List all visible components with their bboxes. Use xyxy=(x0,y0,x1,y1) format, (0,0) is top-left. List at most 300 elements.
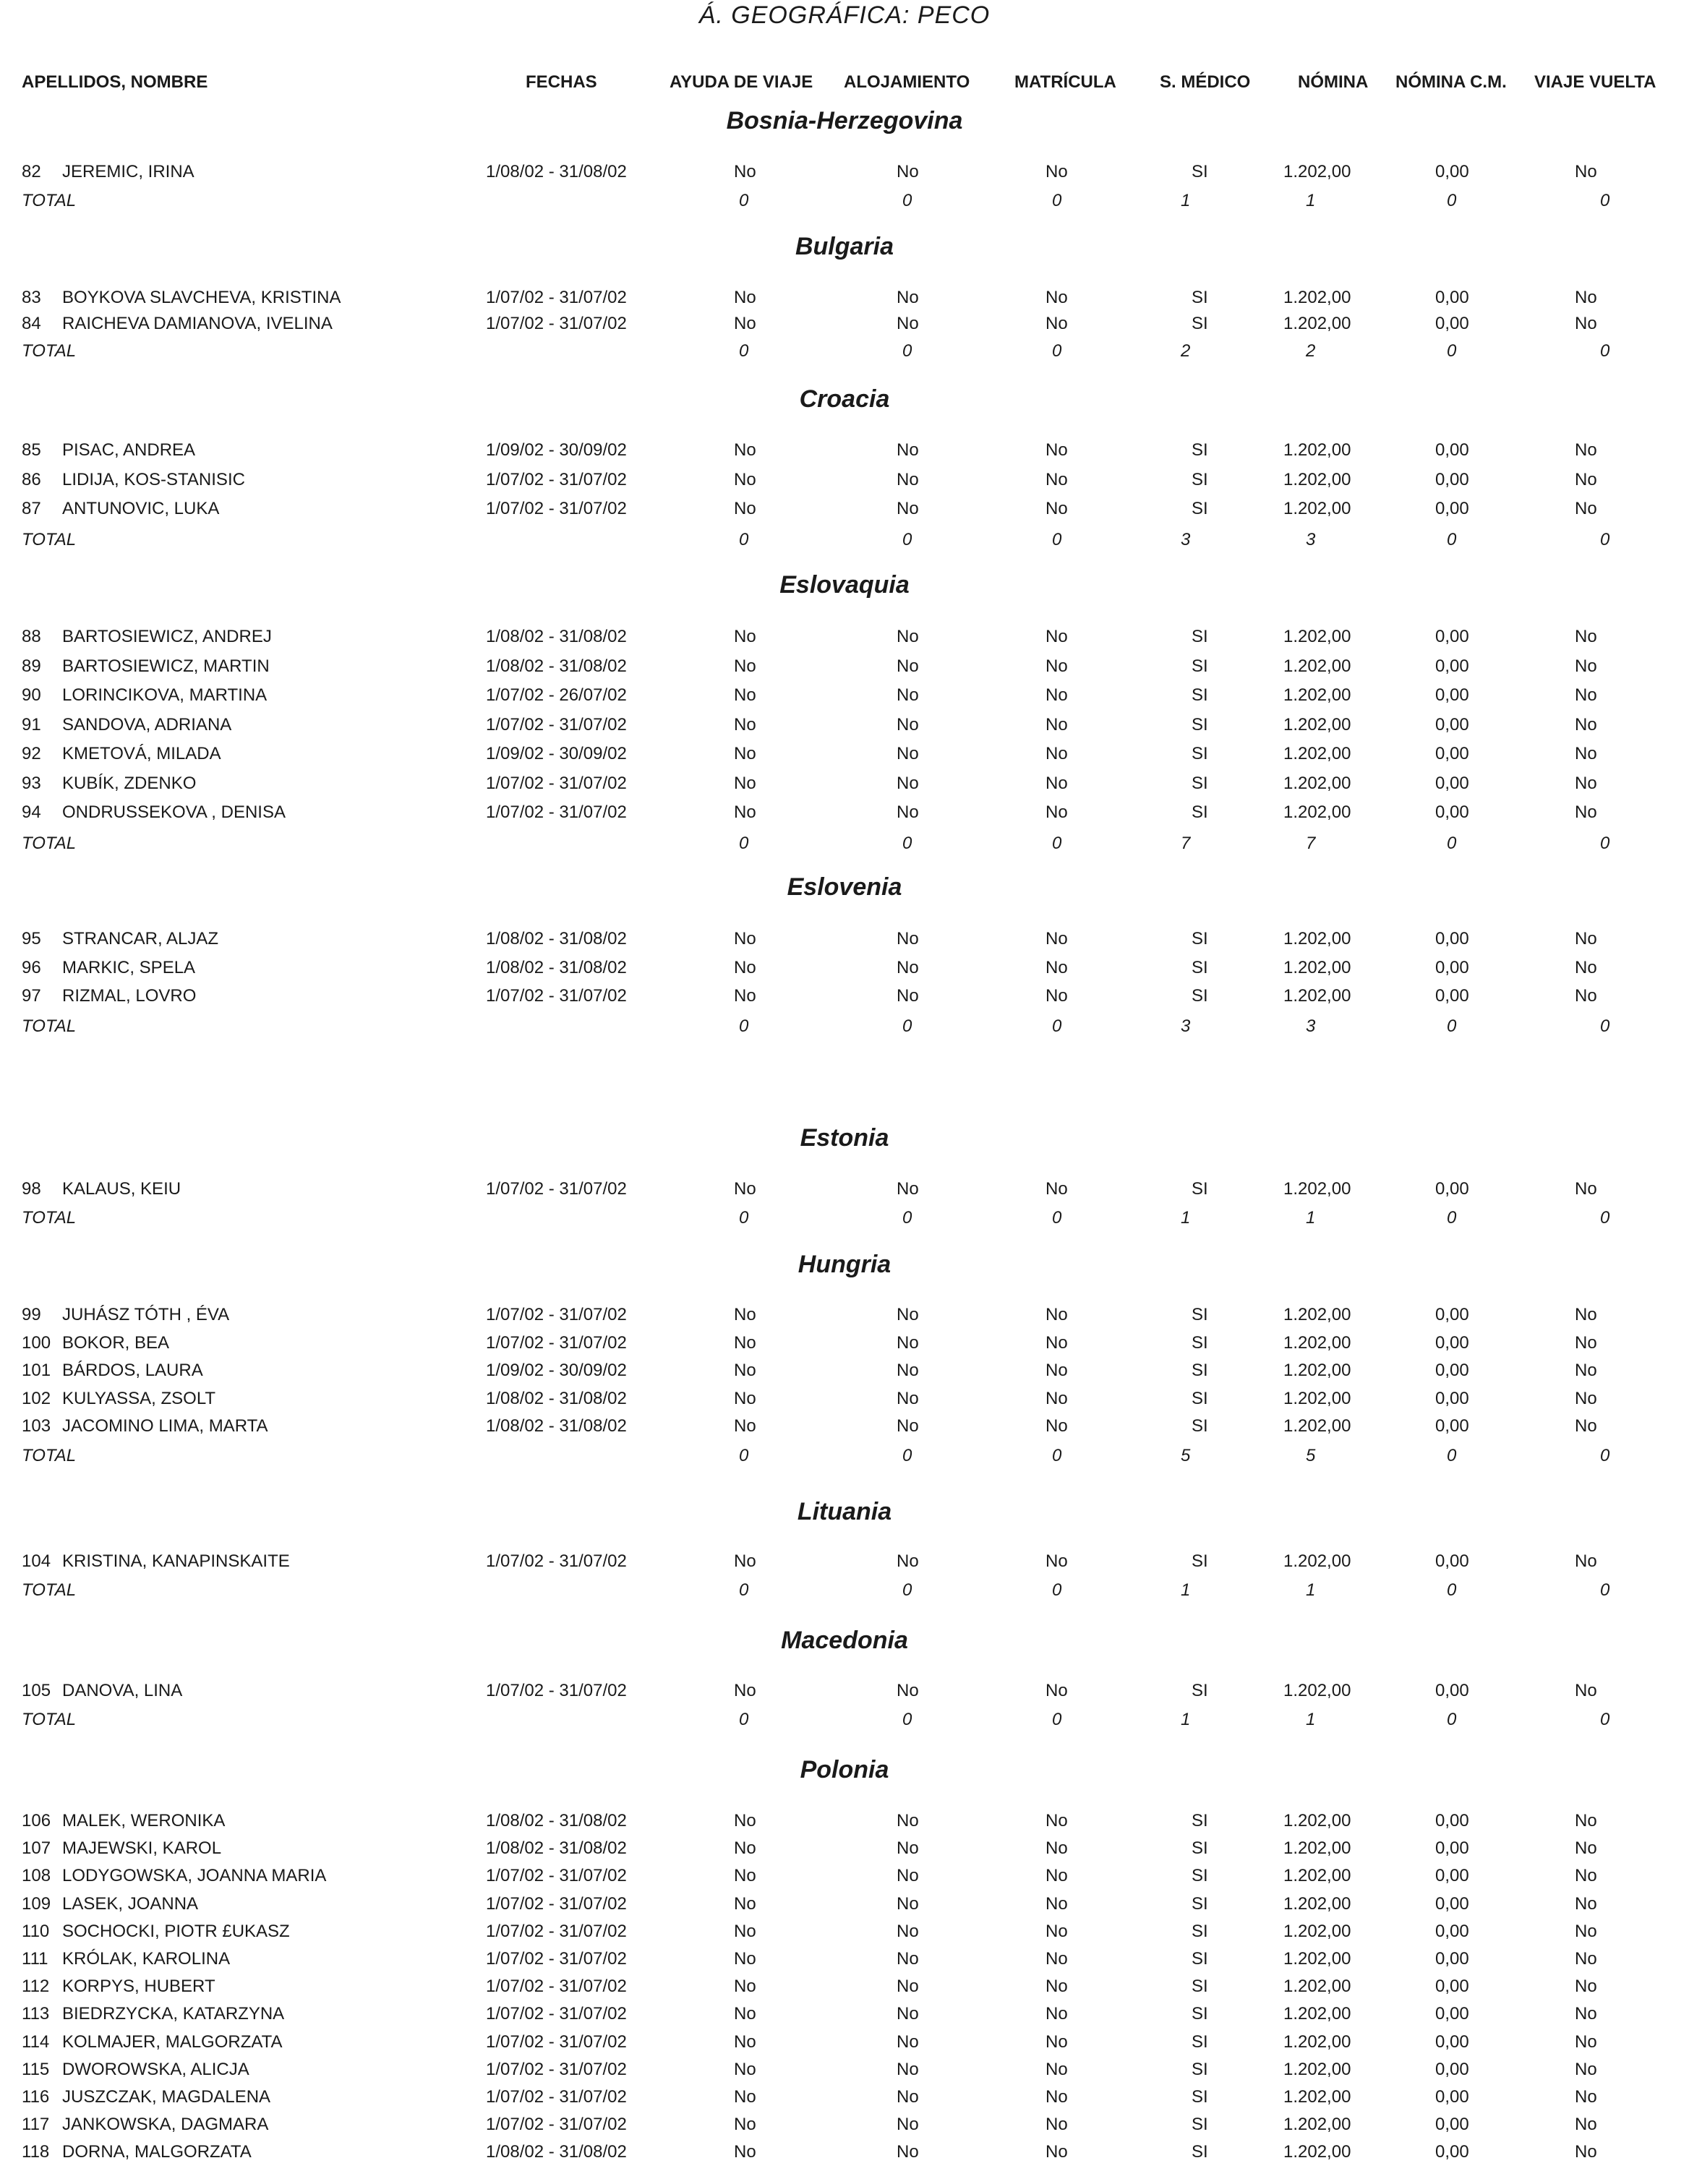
row-tuition: No xyxy=(1046,2142,1068,2162)
row-medical: SI xyxy=(1192,162,1208,181)
row-medical: SI xyxy=(1192,802,1208,822)
row-dates: 1/07/02 - 31/07/02 xyxy=(486,469,627,489)
total-tuition: 0 xyxy=(1052,1208,1062,1228)
total-label: TOTAL xyxy=(22,833,77,853)
row-return-trip: No xyxy=(1575,773,1597,793)
total-payroll: 3 xyxy=(1306,529,1316,549)
row-medical: SI xyxy=(1192,2004,1208,2024)
total-travel-aid: 0 xyxy=(739,1208,749,1228)
row-number: 101 xyxy=(22,1361,51,1380)
row-return-trip: No xyxy=(1575,2142,1597,2162)
row-travel-aid: No xyxy=(734,802,756,822)
row-payroll: 1.202,00 xyxy=(1283,957,1351,977)
total-travel-aid: 0 xyxy=(739,1445,749,1465)
row-travel-aid: No xyxy=(734,1681,756,1700)
row-tuition: No xyxy=(1046,288,1068,307)
row-lodging: No xyxy=(897,2004,919,2024)
row-name: JACOMINO LIMA, MARTA xyxy=(62,1416,268,1436)
row-medical: SI xyxy=(1192,1893,1208,1914)
row-medical: SI xyxy=(1192,499,1208,518)
row-payroll-cm: 0,00 xyxy=(1435,162,1469,181)
row-dates: 1/08/02 - 31/08/02 xyxy=(486,957,627,977)
row-return-trip: No xyxy=(1575,685,1597,705)
row-medical: SI xyxy=(1192,1811,1208,1830)
row-name: ANTUNOVIC, LUKA xyxy=(62,499,220,518)
row-payroll-cm: 0,00 xyxy=(1435,685,1469,705)
row-travel-aid: No xyxy=(734,986,756,1006)
row-tuition: No xyxy=(1046,499,1068,518)
row-lodging: No xyxy=(897,469,919,489)
row-medical: SI xyxy=(1192,986,1208,1006)
row-return-trip: No xyxy=(1575,986,1597,1006)
row-return-trip: No xyxy=(1575,1681,1597,1700)
row-lodging: No xyxy=(897,440,919,460)
country-heading: Eslovaquia xyxy=(779,571,910,599)
row-travel-aid: No xyxy=(734,773,756,793)
row-dates: 1/07/02 - 31/07/02 xyxy=(486,1921,627,1941)
row-lodging: No xyxy=(897,929,919,948)
row-payroll-cm: 0,00 xyxy=(1435,314,1469,333)
row-travel-aid: No xyxy=(734,685,756,705)
row-name: JEREMIC, IRINA xyxy=(62,162,194,181)
row-return-trip: No xyxy=(1575,1811,1597,1830)
row-medical: SI xyxy=(1192,1949,1208,1969)
total-medical: 3 xyxy=(1181,1016,1191,1036)
row-name: SOCHOCKI, PIOTR £UKASZ xyxy=(62,1921,290,1941)
country-heading: Macedonia xyxy=(781,1627,908,1654)
row-tuition: No xyxy=(1046,656,1068,676)
row-payroll: 1.202,00 xyxy=(1283,1551,1351,1571)
row-tuition: No xyxy=(1046,1551,1068,1571)
row-name: DWOROWSKA, ALICJA xyxy=(62,2059,249,2079)
row-return-trip: No xyxy=(1575,2031,1597,2052)
header-payroll: NÓMINA xyxy=(1298,72,1369,92)
row-number: 87 xyxy=(22,499,41,518)
row-medical: SI xyxy=(1192,1866,1208,1886)
row-number: 117 xyxy=(22,2115,50,2135)
row-number: 90 xyxy=(22,685,41,705)
row-payroll-cm: 0,00 xyxy=(1435,1811,1469,1830)
row-return-trip: No xyxy=(1575,1921,1597,1941)
row-payroll-cm: 0,00 xyxy=(1435,744,1469,763)
row-tuition: No xyxy=(1046,627,1068,646)
row-dates: 1/08/02 - 31/08/02 xyxy=(486,1811,627,1830)
row-name: RAICHEVA DAMIANOVA, IVELINA xyxy=(62,314,333,333)
row-payroll: 1.202,00 xyxy=(1283,986,1351,1006)
row-number: 106 xyxy=(22,1811,51,1830)
row-lodging: No xyxy=(897,627,919,646)
row-tuition: No xyxy=(1046,744,1068,763)
row-lodging: No xyxy=(897,314,919,333)
total-label: TOTAL xyxy=(22,1580,77,1600)
row-return-trip: No xyxy=(1575,744,1597,763)
total-return-trip: 0 xyxy=(1600,1445,1610,1465)
row-lodging: No xyxy=(897,1332,919,1353)
row-return-trip: No xyxy=(1575,2087,1597,2107)
row-name: JANKOWSKA, DAGMARA xyxy=(62,2115,269,2135)
row-tuition: No xyxy=(1046,685,1068,705)
row-payroll-cm: 0,00 xyxy=(1435,2142,1469,2162)
row-dates: 1/07/02 - 26/07/02 xyxy=(486,685,627,705)
row-name: ONDRUSSEKOVA , DENISA xyxy=(62,802,286,822)
total-payroll-cm: 0 xyxy=(1447,833,1457,853)
row-return-trip: No xyxy=(1575,469,1597,489)
row-number: 92 xyxy=(22,744,41,763)
row-travel-aid: No xyxy=(734,1838,756,1859)
row-payroll: 1.202,00 xyxy=(1283,469,1351,489)
row-tuition: No xyxy=(1046,2059,1068,2079)
row-dates: 1/09/02 - 30/09/02 xyxy=(486,744,627,763)
row-travel-aid: No xyxy=(734,2004,756,2024)
row-payroll-cm: 0,00 xyxy=(1435,1893,1469,1914)
row-lodging: No xyxy=(897,802,919,822)
row-dates: 1/07/02 - 31/07/02 xyxy=(486,773,627,793)
total-payroll: 3 xyxy=(1306,1016,1316,1036)
row-medical: SI xyxy=(1192,2087,1208,2107)
row-number: 105 xyxy=(22,1681,51,1700)
row-payroll-cm: 0,00 xyxy=(1435,1179,1469,1199)
row-payroll-cm: 0,00 xyxy=(1435,773,1469,793)
total-payroll: 5 xyxy=(1306,1445,1316,1465)
header-payroll-cm: NÓMINA C.M. xyxy=(1395,72,1507,92)
row-travel-aid: No xyxy=(734,1388,756,1408)
total-medical: 1 xyxy=(1181,191,1191,210)
total-payroll-cm: 0 xyxy=(1447,341,1457,361)
row-payroll: 1.202,00 xyxy=(1283,1416,1351,1436)
row-return-trip: No xyxy=(1575,957,1597,977)
total-return-trip: 0 xyxy=(1600,1710,1610,1729)
row-payroll-cm: 0,00 xyxy=(1435,986,1469,1006)
row-lodging: No xyxy=(897,1305,919,1324)
row-travel-aid: No xyxy=(734,2059,756,2079)
row-payroll: 1.202,00 xyxy=(1283,1388,1351,1408)
country-heading: Bulgaria xyxy=(795,233,894,260)
row-name: SANDOVA, ADRIANA xyxy=(62,714,232,735)
row-dates: 1/07/02 - 31/07/02 xyxy=(486,1893,627,1914)
row-number: 86 xyxy=(22,469,41,489)
row-medical: SI xyxy=(1192,288,1208,307)
row-travel-aid: No xyxy=(734,1305,756,1324)
row-dates: 1/08/02 - 31/08/02 xyxy=(486,162,627,181)
row-lodging: No xyxy=(897,714,919,735)
row-medical: SI xyxy=(1192,1361,1208,1380)
row-dates: 1/07/02 - 31/07/02 xyxy=(486,1977,627,1997)
row-payroll-cm: 0,00 xyxy=(1435,1305,1469,1324)
row-medical: SI xyxy=(1192,656,1208,676)
row-number: 82 xyxy=(22,162,41,181)
row-return-trip: No xyxy=(1575,1179,1597,1199)
row-lodging: No xyxy=(897,1388,919,1408)
row-payroll: 1.202,00 xyxy=(1283,288,1351,307)
row-payroll-cm: 0,00 xyxy=(1435,656,1469,676)
row-dates: 1/08/02 - 31/08/02 xyxy=(486,1838,627,1859)
row-payroll-cm: 0,00 xyxy=(1435,2059,1469,2079)
row-payroll: 1.202,00 xyxy=(1283,1949,1351,1969)
row-payroll: 1.202,00 xyxy=(1283,1305,1351,1324)
total-tuition: 0 xyxy=(1052,1580,1062,1600)
row-dates: 1/08/02 - 31/08/02 xyxy=(486,2142,627,2162)
row-payroll-cm: 0,00 xyxy=(1435,1551,1469,1571)
row-name: KULYASSA, ZSOLT xyxy=(62,1388,216,1408)
row-number: 116 xyxy=(22,2087,50,2107)
total-payroll: 7 xyxy=(1306,833,1316,853)
row-tuition: No xyxy=(1046,1811,1068,1830)
row-name: MALEK, WERONIKA xyxy=(62,1811,226,1830)
total-travel-aid: 0 xyxy=(739,341,749,361)
row-payroll: 1.202,00 xyxy=(1283,802,1351,822)
header-medical: S. MÉDICO xyxy=(1160,72,1251,92)
row-tuition: No xyxy=(1046,1305,1068,1324)
row-travel-aid: No xyxy=(734,1949,756,1969)
total-tuition: 0 xyxy=(1052,1445,1062,1465)
row-payroll-cm: 0,00 xyxy=(1435,1838,1469,1859)
row-payroll: 1.202,00 xyxy=(1283,744,1351,763)
row-tuition: No xyxy=(1046,1388,1068,1408)
total-label: TOTAL xyxy=(22,1016,77,1036)
row-payroll-cm: 0,00 xyxy=(1435,714,1469,735)
row-travel-aid: No xyxy=(734,440,756,460)
row-name: LASEK, JOANNA xyxy=(62,1893,199,1914)
row-payroll: 1.202,00 xyxy=(1283,2031,1351,2052)
row-tuition: No xyxy=(1046,440,1068,460)
row-number: 91 xyxy=(22,714,41,735)
row-medical: SI xyxy=(1192,1681,1208,1700)
country-heading: Eslovenia xyxy=(787,873,902,901)
row-return-trip: No xyxy=(1575,1332,1597,1353)
row-name: BARTOSIEWICZ, ANDREJ xyxy=(62,627,272,646)
row-number: 111 xyxy=(22,1949,48,1969)
row-name: BARTOSIEWICZ, MARTIN xyxy=(62,656,270,676)
row-tuition: No xyxy=(1046,1681,1068,1700)
total-medical: 3 xyxy=(1181,529,1191,549)
row-lodging: No xyxy=(897,288,919,307)
row-payroll: 1.202,00 xyxy=(1283,2115,1351,2135)
row-lodging: No xyxy=(897,2115,919,2135)
row-lodging: No xyxy=(897,1416,919,1436)
row-number: 84 xyxy=(22,314,41,333)
row-dates: 1/07/02 - 31/07/02 xyxy=(486,1179,627,1199)
row-return-trip: No xyxy=(1575,656,1597,676)
total-medical: 1 xyxy=(1181,1580,1191,1600)
row-medical: SI xyxy=(1192,1179,1208,1199)
row-travel-aid: No xyxy=(734,1866,756,1886)
header-tuition: MATRÍCULA xyxy=(1014,72,1116,92)
total-return-trip: 0 xyxy=(1600,1208,1610,1228)
row-tuition: No xyxy=(1046,1179,1068,1199)
total-label: TOTAL xyxy=(22,1445,77,1465)
row-medical: SI xyxy=(1192,714,1208,735)
row-lodging: No xyxy=(897,499,919,518)
row-number: 103 xyxy=(22,1416,51,1436)
row-payroll: 1.202,00 xyxy=(1283,1977,1351,1997)
header-dates: FECHAS xyxy=(526,72,597,92)
row-payroll: 1.202,00 xyxy=(1283,1361,1351,1380)
row-medical: SI xyxy=(1192,1305,1208,1324)
row-payroll: 1.202,00 xyxy=(1283,2142,1351,2162)
row-number: 100 xyxy=(22,1332,51,1353)
row-return-trip: No xyxy=(1575,1361,1597,1380)
row-payroll-cm: 0,00 xyxy=(1435,440,1469,460)
header-return-trip: VIAJE VUELTA xyxy=(1534,72,1656,92)
row-payroll-cm: 0,00 xyxy=(1435,1977,1469,1997)
row-lodging: No xyxy=(897,2142,919,2162)
row-lodging: No xyxy=(897,1949,919,1969)
row-lodging: No xyxy=(897,773,919,793)
row-payroll: 1.202,00 xyxy=(1283,440,1351,460)
row-number: 110 xyxy=(22,1921,50,1941)
row-lodging: No xyxy=(897,685,919,705)
total-lodging: 0 xyxy=(902,341,912,361)
row-travel-aid: No xyxy=(734,714,756,735)
row-medical: SI xyxy=(1192,1921,1208,1941)
row-dates: 1/07/02 - 31/07/02 xyxy=(486,1305,627,1324)
row-payroll-cm: 0,00 xyxy=(1435,957,1469,977)
total-payroll-cm: 0 xyxy=(1447,1445,1457,1465)
row-tuition: No xyxy=(1046,314,1068,333)
row-name: KUBÍK, ZDENKO xyxy=(62,773,197,793)
total-payroll-cm: 0 xyxy=(1447,1710,1457,1729)
total-payroll: 1 xyxy=(1306,1208,1316,1228)
row-lodging: No xyxy=(897,1179,919,1199)
total-medical: 5 xyxy=(1181,1445,1191,1465)
row-medical: SI xyxy=(1192,2115,1208,2135)
row-payroll-cm: 0,00 xyxy=(1435,2115,1469,2135)
row-medical: SI xyxy=(1192,440,1208,460)
row-name: DORNA, MALGORZATA xyxy=(62,2142,252,2162)
total-tuition: 0 xyxy=(1052,1016,1062,1036)
row-dates: 1/08/02 - 31/08/02 xyxy=(486,1388,627,1408)
row-payroll: 1.202,00 xyxy=(1283,1866,1351,1886)
row-medical: SI xyxy=(1192,773,1208,793)
row-lodging: No xyxy=(897,957,919,977)
total-payroll: 1 xyxy=(1306,191,1316,210)
total-return-trip: 0 xyxy=(1600,1580,1610,1600)
row-lodging: No xyxy=(897,1361,919,1380)
row-payroll-cm: 0,00 xyxy=(1435,2004,1469,2024)
row-return-trip: No xyxy=(1575,1305,1597,1324)
row-name: BOYKOVA SLAVCHEVA, KRISTINA xyxy=(62,288,341,307)
total-medical: 1 xyxy=(1181,1710,1191,1729)
total-payroll: 1 xyxy=(1306,1710,1316,1729)
row-return-trip: No xyxy=(1575,499,1597,518)
row-payroll: 1.202,00 xyxy=(1283,1811,1351,1830)
row-number: 85 xyxy=(22,440,41,460)
row-medical: SI xyxy=(1192,1332,1208,1353)
row-name: JUHÁSZ TÓTH , ÉVA xyxy=(62,1305,230,1324)
row-lodging: No xyxy=(897,1921,919,1941)
row-payroll-cm: 0,00 xyxy=(1435,1388,1469,1408)
row-tuition: No xyxy=(1046,2004,1068,2024)
row-payroll: 1.202,00 xyxy=(1283,773,1351,793)
row-payroll: 1.202,00 xyxy=(1283,1893,1351,1914)
row-number: 96 xyxy=(22,957,41,977)
row-medical: SI xyxy=(1192,1977,1208,1997)
row-medical: SI xyxy=(1192,627,1208,646)
total-tuition: 0 xyxy=(1052,1710,1062,1729)
row-payroll-cm: 0,00 xyxy=(1435,1921,1469,1941)
row-tuition: No xyxy=(1046,1416,1068,1436)
total-payroll-cm: 0 xyxy=(1447,191,1457,210)
row-payroll: 1.202,00 xyxy=(1283,2087,1351,2107)
row-lodging: No xyxy=(897,2031,919,2052)
total-lodging: 0 xyxy=(902,1710,912,1729)
row-medical: SI xyxy=(1192,957,1208,977)
row-return-trip: No xyxy=(1575,162,1597,181)
total-travel-aid: 0 xyxy=(739,1016,749,1036)
row-dates: 1/08/02 - 31/08/02 xyxy=(486,1416,627,1436)
total-travel-aid: 0 xyxy=(739,833,749,853)
row-number: 108 xyxy=(22,1866,51,1886)
row-number: 112 xyxy=(22,1977,50,1997)
row-medical: SI xyxy=(1192,929,1208,948)
row-number: 95 xyxy=(22,929,41,948)
row-number: 83 xyxy=(22,288,41,307)
row-payroll: 1.202,00 xyxy=(1283,499,1351,518)
row-dates: 1/09/02 - 30/09/02 xyxy=(486,440,627,460)
row-dates: 1/07/02 - 31/07/02 xyxy=(486,714,627,735)
row-payroll-cm: 0,00 xyxy=(1435,2087,1469,2107)
row-dates: 1/07/02 - 31/07/02 xyxy=(486,986,627,1006)
row-travel-aid: No xyxy=(734,1551,756,1571)
total-return-trip: 0 xyxy=(1600,1016,1610,1036)
row-dates: 1/07/02 - 31/07/02 xyxy=(486,2059,627,2079)
row-tuition: No xyxy=(1046,1893,1068,1914)
row-name: BIEDRZYCKA, KATARZYNA xyxy=(62,2004,285,2024)
row-payroll-cm: 0,00 xyxy=(1435,1332,1469,1353)
row-medical: SI xyxy=(1192,1551,1208,1571)
row-return-trip: No xyxy=(1575,1388,1597,1408)
row-lodging: No xyxy=(897,986,919,1006)
country-heading: Croacia xyxy=(799,385,890,413)
total-travel-aid: 0 xyxy=(739,1580,749,1600)
row-lodging: No xyxy=(897,1811,919,1830)
row-tuition: No xyxy=(1046,162,1068,181)
row-travel-aid: No xyxy=(734,162,756,181)
row-name: KORPYS, HUBERT xyxy=(62,1977,215,1997)
country-heading: Polonia xyxy=(800,1756,889,1783)
row-tuition: No xyxy=(1046,2087,1068,2107)
row-medical: SI xyxy=(1192,314,1208,333)
total-lodging: 0 xyxy=(902,1445,912,1465)
row-payroll-cm: 0,00 xyxy=(1435,1361,1469,1380)
row-travel-aid: No xyxy=(734,1361,756,1380)
total-label: TOTAL xyxy=(22,529,77,549)
total-lodging: 0 xyxy=(902,1016,912,1036)
row-return-trip: No xyxy=(1575,1866,1597,1886)
row-dates: 1/07/02 - 31/07/02 xyxy=(486,314,627,333)
total-lodging: 0 xyxy=(902,1580,912,1600)
row-travel-aid: No xyxy=(734,656,756,676)
row-travel-aid: No xyxy=(734,1921,756,1941)
row-dates: 1/07/02 - 31/07/02 xyxy=(486,1551,627,1571)
row-dates: 1/08/02 - 31/08/02 xyxy=(486,929,627,948)
total-lodging: 0 xyxy=(902,1208,912,1228)
total-payroll-cm: 0 xyxy=(1447,529,1457,549)
row-dates: 1/07/02 - 31/07/02 xyxy=(486,2004,627,2024)
row-dates: 1/07/02 - 31/07/02 xyxy=(486,2031,627,2052)
row-tuition: No xyxy=(1046,1921,1068,1941)
row-medical: SI xyxy=(1192,1838,1208,1859)
header-name: APELLIDOS, NOMBRE xyxy=(22,72,208,92)
row-number: 107 xyxy=(22,1838,51,1859)
row-payroll-cm: 0,00 xyxy=(1435,1949,1469,1969)
row-number: 88 xyxy=(22,627,41,646)
row-travel-aid: No xyxy=(734,2031,756,2052)
row-dates: 1/07/02 - 31/07/02 xyxy=(486,2115,627,2135)
row-travel-aid: No xyxy=(734,2087,756,2107)
row-medical: SI xyxy=(1192,2142,1208,2162)
row-name: RIZMAL, LOVRO xyxy=(62,986,197,1006)
